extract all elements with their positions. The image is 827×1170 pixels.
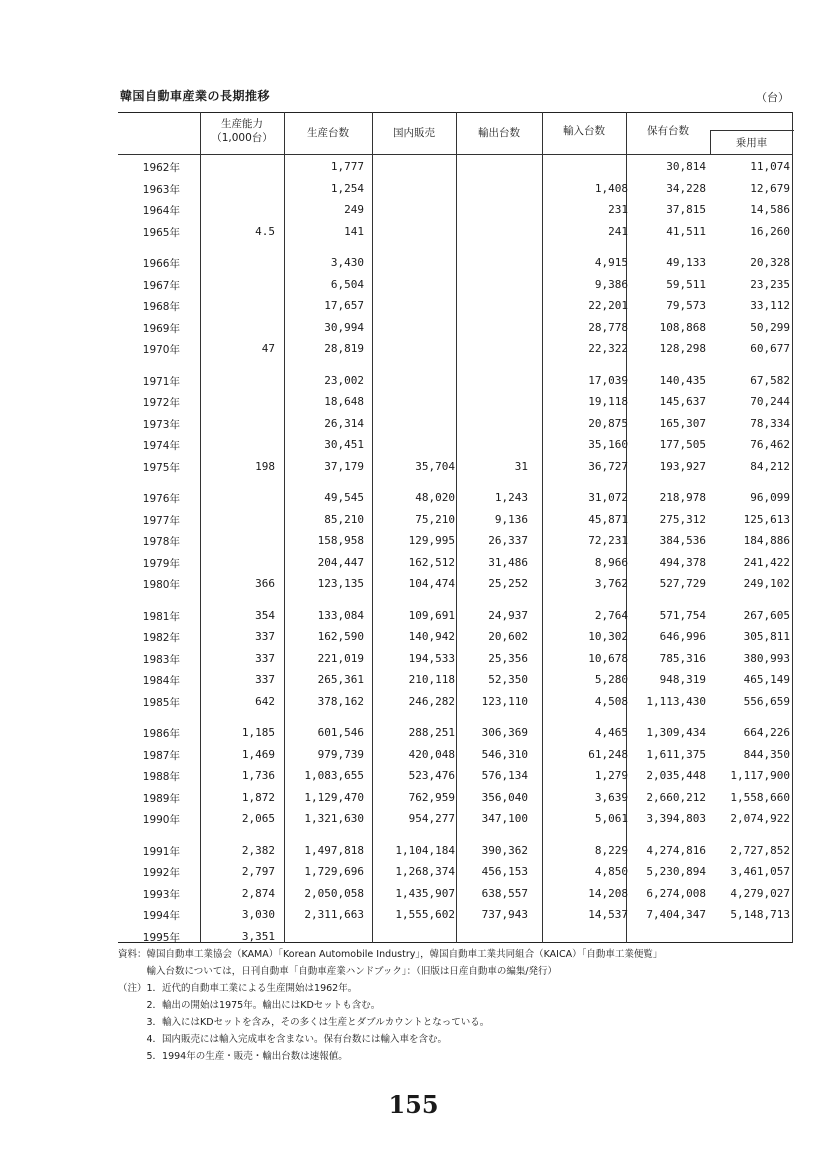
production-cell: 249 xyxy=(344,203,364,216)
imports-cell: 10,678 xyxy=(588,651,628,665)
owned-cell: 646,996 xyxy=(659,630,706,643)
domestic-sales-cell: 954,277 xyxy=(408,812,455,825)
imports-cell: 4,915 xyxy=(594,256,628,269)
note-line: 4．国内販売には輸入完成車を含まない。保有台数には輸入車を含む。 xyxy=(118,1034,448,1045)
year-cell: 1976年 xyxy=(142,493,180,505)
production-cell: 1,254 xyxy=(330,181,364,195)
exports-cell: 31 xyxy=(514,459,528,473)
data-table xyxy=(118,112,793,943)
owned-cell: 2,660,212 xyxy=(646,790,706,804)
domestic-sales-cell: 288,251 xyxy=(408,726,455,739)
capacity-cell: 4.5 xyxy=(255,224,275,238)
imports-cell: 1,408 xyxy=(594,181,628,195)
owned-cell: 34,228 xyxy=(666,181,706,195)
imports-cell: 3,639 xyxy=(594,790,628,804)
exports-cell: 638,557 xyxy=(481,886,528,900)
year-cell: 1972年 xyxy=(142,397,180,409)
table-title: 韓国自動車産業の長期推移 xyxy=(120,89,271,103)
domestic-sales-cell: 1,268,374 xyxy=(395,865,455,878)
capacity-cell: 1,736 xyxy=(241,769,275,782)
exports-cell: 9,136 xyxy=(494,512,528,526)
row-group xyxy=(118,157,793,243)
production-cell: 265,361 xyxy=(317,673,364,686)
domestic-sales-cell: 75,210 xyxy=(415,512,455,526)
domestic-sales-cell: 140,942 xyxy=(408,630,455,643)
owned-cell: 527,729 xyxy=(659,577,706,590)
domestic-sales-cell: 48,020 xyxy=(415,491,455,504)
imports-cell: 3,762 xyxy=(594,577,628,590)
imports-cell: 4,850 xyxy=(594,865,628,878)
passenger-cell: 465,149 xyxy=(743,673,790,686)
year-cell: 1980年 xyxy=(142,579,180,591)
owned-cell: 3,394,803 xyxy=(646,812,706,825)
exports-cell: 737,943 xyxy=(481,908,528,921)
passenger-cell: 16,260 xyxy=(750,224,790,238)
table-row xyxy=(118,296,793,318)
domestic-sales-cell: 194,533 xyxy=(408,651,455,665)
domestic-sales-cell: 129,995 xyxy=(408,534,455,547)
table-row xyxy=(118,510,793,532)
production-cell: 979,739 xyxy=(317,747,364,761)
passenger-cell: 664,226 xyxy=(743,726,790,739)
owned-cell: 494,378 xyxy=(659,555,706,569)
page-number: 155 xyxy=(388,1090,439,1119)
table-row xyxy=(118,927,793,949)
capacity-cell: 337 xyxy=(255,630,275,643)
year-cell: 1981年 xyxy=(142,610,180,623)
imports-cell: 35,160 xyxy=(588,438,628,451)
table-row xyxy=(118,574,793,596)
passenger-cell: 33,112 xyxy=(750,299,790,312)
passenger-cell: 14,586 xyxy=(750,203,790,216)
table-row xyxy=(118,905,793,927)
production-cell: 30,994 xyxy=(324,320,364,334)
passenger-cell: 50,299 xyxy=(750,320,790,334)
passenger-cell: 60,677 xyxy=(750,342,790,355)
production-cell: 162,590 xyxy=(317,630,364,643)
capacity-cell: 3,351 xyxy=(241,929,275,943)
passenger-cell: 23,235 xyxy=(750,277,790,291)
capacity-cell: 2,382 xyxy=(241,843,275,857)
year-cell: 1964年 xyxy=(142,205,180,217)
exports-cell: 25,252 xyxy=(488,577,528,590)
capacity-cell: 1,469 xyxy=(241,747,275,761)
year-cell: 1970年 xyxy=(142,344,180,356)
header-domestic: 国内販売 xyxy=(393,127,435,139)
exports-cell: 390,362 xyxy=(481,843,528,857)
table-row xyxy=(118,435,793,457)
year-cell: 1968年 xyxy=(142,301,180,313)
capacity-cell: 1,185 xyxy=(241,726,275,739)
passenger-cell: 249,102 xyxy=(743,577,790,590)
passenger-cell: 3,461,057 xyxy=(730,865,790,878)
exports-cell: 20,602 xyxy=(488,630,528,643)
year-cell: 1969年 xyxy=(142,322,180,335)
table-row xyxy=(118,457,793,479)
production-cell: 17,657 xyxy=(324,299,364,312)
table-row xyxy=(118,809,793,831)
year-cell: 1978年 xyxy=(142,536,180,548)
year-cell: 1977年 xyxy=(142,514,180,527)
year-cell: 1962年 xyxy=(142,162,180,174)
year-cell: 1979年 xyxy=(142,557,180,570)
passenger-cell: 67,582 xyxy=(750,373,790,387)
table-row xyxy=(118,318,793,340)
capacity-cell: 366 xyxy=(255,577,275,590)
production-cell: 85,210 xyxy=(324,512,364,526)
table-row xyxy=(118,649,793,671)
domestic-sales-cell: 246,282 xyxy=(408,694,455,708)
production-cell: 133,084 xyxy=(317,608,364,622)
table-row xyxy=(118,627,793,649)
note-line: （注）1．近代的自動車工業による生産開始は1962年。 xyxy=(118,983,358,994)
table-row xyxy=(118,745,793,767)
production-cell: 3,430 xyxy=(330,256,364,269)
passenger-cell: 1,117,900 xyxy=(730,769,790,782)
year-cell: 1994年 xyxy=(142,910,180,922)
table-row xyxy=(118,414,793,436)
year-cell: 1990年 xyxy=(142,814,180,826)
table-row xyxy=(118,339,793,361)
passenger-cell: 184,886 xyxy=(743,534,790,547)
owned-cell: 275,312 xyxy=(659,512,706,526)
passenger-cell: 241,422 xyxy=(743,555,790,569)
domestic-sales-cell: 1,555,602 xyxy=(395,908,455,921)
domestic-sales-cell: 1,104,184 xyxy=(395,843,455,857)
imports-cell: 61,248 xyxy=(588,747,628,761)
imports-cell: 241 xyxy=(608,224,628,238)
year-cell: 1995年 xyxy=(142,931,180,944)
exports-cell: 456,153 xyxy=(481,865,528,878)
passenger-cell: 11,074 xyxy=(750,160,790,173)
passenger-cell: 5,148,713 xyxy=(730,908,790,921)
owned-cell: 4,274,816 xyxy=(646,843,706,857)
exports-cell: 306,369 xyxy=(481,726,528,739)
passenger-cell: 380,993 xyxy=(743,651,790,665)
owned-cell: 41,511 xyxy=(666,224,706,238)
capacity-cell: 642 xyxy=(255,694,275,708)
imports-cell: 8,966 xyxy=(594,555,628,569)
exports-cell: 576,134 xyxy=(481,769,528,782)
domestic-sales-cell: 210,118 xyxy=(408,673,455,686)
unit-label: （台） xyxy=(756,91,789,104)
production-cell: 378,162 xyxy=(317,694,364,708)
table-row xyxy=(118,488,793,510)
header-owned: 保有台数 xyxy=(647,125,689,137)
note-line: 2．輸出の開始は1975年。輸出にはKDセットも含む。 xyxy=(118,1000,381,1011)
imports-cell: 14,208 xyxy=(588,886,628,900)
table-row xyxy=(118,766,793,788)
capacity-cell: 337 xyxy=(255,651,275,665)
capacity-cell: 1,872 xyxy=(241,790,275,804)
imports-cell: 45,871 xyxy=(588,512,628,526)
owned-cell: 5,230,894 xyxy=(646,865,706,878)
year-cell: 1992年 xyxy=(142,867,180,879)
row-group xyxy=(118,841,793,949)
passenger-cell: 76,462 xyxy=(750,438,790,451)
production-cell: 23,002 xyxy=(324,373,364,387)
owned-cell: 59,511 xyxy=(666,277,706,291)
table-row xyxy=(118,275,793,297)
owned-cell: 6,274,008 xyxy=(646,886,706,900)
table-row xyxy=(118,884,793,906)
year-cell: 1986年 xyxy=(142,728,180,740)
table-row xyxy=(118,723,793,745)
note-line: 輸入台数については，日刊自動車「自動車産業ハンドブック」：（旧版は日産自動車の編集/発行） xyxy=(118,966,558,977)
production-cell: 1,083,655 xyxy=(304,769,364,782)
capacity-cell: 47 xyxy=(261,342,275,355)
owned-cell: 384,536 xyxy=(659,534,706,547)
production-cell: 141 xyxy=(344,224,364,238)
owned-cell: 571,754 xyxy=(659,608,706,622)
passenger-cell: 267,605 xyxy=(743,608,790,622)
owned-cell: 2,035,448 xyxy=(646,769,706,782)
passenger-cell: 12,679 xyxy=(750,181,790,195)
passenger-cell: 844,350 xyxy=(743,747,790,761)
table-row xyxy=(118,179,793,201)
year-cell: 1985年 xyxy=(142,696,180,709)
capacity-cell: 2,874 xyxy=(241,886,275,900)
passenger-cell: 2,074,922 xyxy=(730,812,790,825)
owned-cell: 108,868 xyxy=(659,320,706,334)
imports-cell: 17,039 xyxy=(588,373,628,387)
production-cell: 1,497,818 xyxy=(304,843,364,857)
production-cell: 18,648 xyxy=(324,395,364,408)
year-cell: 1966年 xyxy=(142,258,180,270)
imports-cell: 9,386 xyxy=(594,277,628,291)
header-production: 生産台数 xyxy=(307,127,349,139)
domestic-sales-cell: 1,435,907 xyxy=(395,886,455,900)
table-row xyxy=(118,200,793,222)
domestic-sales-cell: 35,704 xyxy=(415,459,455,473)
domestic-sales-cell: 104,474 xyxy=(408,577,455,590)
owned-cell: 140,435 xyxy=(659,373,706,387)
exports-cell: 1,243 xyxy=(494,491,528,504)
exports-cell: 25,356 xyxy=(488,651,528,665)
header-passenger: 乗用車 xyxy=(735,137,768,149)
production-cell: 6,504 xyxy=(330,277,364,291)
table-row xyxy=(118,862,793,884)
table-row xyxy=(118,371,793,393)
year-cell: 1975年 xyxy=(142,461,180,474)
note-line: 資料：韓国自動車工業協会（KAMA）「Korean Automobile Industry」，韓国自動車工業共同組合（KAICA）「自動車工業便覧」 xyxy=(118,949,663,960)
year-cell: 1989年 xyxy=(142,792,180,805)
production-cell: 30,451 xyxy=(324,438,364,451)
row-group xyxy=(118,253,793,361)
capacity-cell: 3,030 xyxy=(241,908,275,921)
table-body xyxy=(118,157,793,958)
exports-cell: 52,350 xyxy=(488,673,528,686)
production-cell: 28,819 xyxy=(324,342,364,355)
table-row xyxy=(118,392,793,414)
table-row xyxy=(118,788,793,810)
domestic-sales-cell: 420,048 xyxy=(408,747,455,761)
domestic-sales-cell: 523,476 xyxy=(408,769,455,782)
year-cell: 1982年 xyxy=(142,632,180,644)
production-cell: 1,321,630 xyxy=(304,812,364,825)
production-cell: 221,019 xyxy=(317,651,364,665)
year-cell: 1965年 xyxy=(142,226,180,239)
imports-cell: 2,764 xyxy=(594,608,628,622)
exports-cell: 356,040 xyxy=(481,790,528,804)
owned-cell: 1,113,430 xyxy=(646,694,706,708)
year-cell: 1993年 xyxy=(142,888,180,901)
imports-cell: 36,727 xyxy=(588,459,628,473)
owned-cell: 177,505 xyxy=(659,438,706,451)
imports-cell: 19,118 xyxy=(588,395,628,408)
production-cell: 1,729,696 xyxy=(304,865,364,878)
production-cell: 49,545 xyxy=(324,491,364,504)
header-capacity: 生産能力 （1,000台） xyxy=(211,118,273,144)
owned-cell: 49,133 xyxy=(666,256,706,269)
exports-cell: 26,337 xyxy=(488,534,528,547)
note-line: 5．1994年の生産・販売・輸出台数は速報値。 xyxy=(118,1051,348,1062)
production-cell: 601,546 xyxy=(317,726,364,739)
domestic-sales-cell: 162,512 xyxy=(408,555,455,569)
passenger-cell: 4,279,027 xyxy=(730,886,790,900)
owned-cell: 128,298 xyxy=(659,342,706,355)
imports-cell: 31,072 xyxy=(588,491,628,504)
year-cell: 1987年 xyxy=(142,749,180,762)
table-row xyxy=(118,531,793,553)
capacity-cell: 2,797 xyxy=(241,865,275,878)
year-cell: 1991年 xyxy=(142,845,180,858)
capacity-cell: 2,065 xyxy=(241,812,275,825)
imports-cell: 1,279 xyxy=(594,769,628,782)
note-line: 3．輸入にはKDセットを含み，その多くは生産とダブルカウントとなっている。 xyxy=(118,1017,490,1028)
year-cell: 1988年 xyxy=(142,771,180,783)
imports-cell: 20,875 xyxy=(588,416,628,430)
production-cell: 123,135 xyxy=(317,577,364,590)
production-cell: 158,958 xyxy=(317,534,364,547)
passenger-cell: 84,212 xyxy=(750,459,790,473)
row-group xyxy=(118,723,793,831)
owned-cell: 7,404,347 xyxy=(646,908,706,921)
passenger-cell: 1,558,660 xyxy=(730,790,790,804)
imports-cell: 8,229 xyxy=(594,843,628,857)
production-cell: 37,179 xyxy=(324,459,364,473)
imports-cell: 10,302 xyxy=(588,630,628,643)
year-cell: 1963年 xyxy=(142,183,180,196)
passenger-cell: 20,328 xyxy=(750,256,790,269)
production-cell: 2,050,058 xyxy=(304,886,364,900)
owned-cell: 948,319 xyxy=(659,673,706,686)
year-cell: 1973年 xyxy=(142,418,180,431)
imports-cell: 4,508 xyxy=(594,694,628,708)
table-row xyxy=(118,606,793,628)
source-notes xyxy=(118,946,808,1065)
row-group xyxy=(118,371,793,479)
capacity-cell: 198 xyxy=(255,459,275,473)
table-row xyxy=(118,157,793,179)
production-cell: 1,777 xyxy=(330,160,364,173)
imports-cell: 72,231 xyxy=(588,534,628,547)
passenger-cell: 2,727,852 xyxy=(730,843,790,857)
imports-cell: 4,465 xyxy=(594,726,628,739)
table-row xyxy=(118,670,793,692)
passenger-cell: 305,811 xyxy=(743,630,790,643)
table-row xyxy=(118,692,793,714)
table-row xyxy=(118,553,793,575)
year-cell: 1983年 xyxy=(142,653,180,666)
exports-cell: 24,937 xyxy=(488,608,528,622)
owned-cell: 785,316 xyxy=(659,651,706,665)
imports-cell: 5,280 xyxy=(594,673,628,686)
owned-cell: 79,573 xyxy=(666,299,706,312)
year-cell: 1974年 xyxy=(142,440,180,452)
table-row xyxy=(118,841,793,863)
header-imports: 輸入台数 xyxy=(563,125,605,137)
imports-cell: 28,778 xyxy=(588,320,628,334)
owned-cell: 218,978 xyxy=(659,491,706,504)
imports-cell: 231 xyxy=(608,203,628,216)
passenger-cell: 125,613 xyxy=(743,512,790,526)
owned-cell: 1,309,434 xyxy=(646,726,706,739)
production-cell: 204,447 xyxy=(317,555,364,569)
imports-cell: 22,322 xyxy=(588,342,628,355)
imports-cell: 14,537 xyxy=(588,908,628,921)
owned-cell: 30,814 xyxy=(666,160,706,173)
passenger-cell: 70,244 xyxy=(750,395,790,408)
table-row xyxy=(118,253,793,275)
capacity-cell: 337 xyxy=(255,673,275,686)
imports-cell: 5,061 xyxy=(594,812,628,825)
owned-cell: 193,927 xyxy=(659,459,706,473)
owned-cell: 165,307 xyxy=(659,416,706,430)
owned-cell: 37,815 xyxy=(666,203,706,216)
passenger-cell: 96,099 xyxy=(750,491,790,504)
owned-cell: 1,611,375 xyxy=(646,747,706,761)
exports-cell: 31,486 xyxy=(488,555,528,569)
production-cell: 2,311,663 xyxy=(304,908,364,921)
imports-cell: 22,201 xyxy=(588,299,628,312)
year-cell: 1967年 xyxy=(142,279,180,292)
exports-cell: 347,100 xyxy=(481,812,528,825)
passenger-cell: 78,334 xyxy=(750,416,790,430)
year-cell: 1984年 xyxy=(142,675,180,687)
exports-cell: 123,110 xyxy=(481,694,528,708)
year-cell: 1971年 xyxy=(142,375,180,388)
passenger-cell: 556,659 xyxy=(743,694,790,708)
header-exports: 輸出台数 xyxy=(478,127,520,139)
production-cell: 26,314 xyxy=(324,416,364,430)
domestic-sales-cell: 109,691 xyxy=(408,608,455,622)
domestic-sales-cell: 762,959 xyxy=(408,790,455,804)
capacity-cell: 354 xyxy=(255,608,275,622)
owned-cell: 145,637 xyxy=(659,395,706,408)
exports-cell: 546,310 xyxy=(481,747,528,761)
table-row xyxy=(118,222,793,244)
row-group xyxy=(118,606,793,714)
production-cell: 1,129,470 xyxy=(304,790,364,804)
row-group xyxy=(118,488,793,596)
